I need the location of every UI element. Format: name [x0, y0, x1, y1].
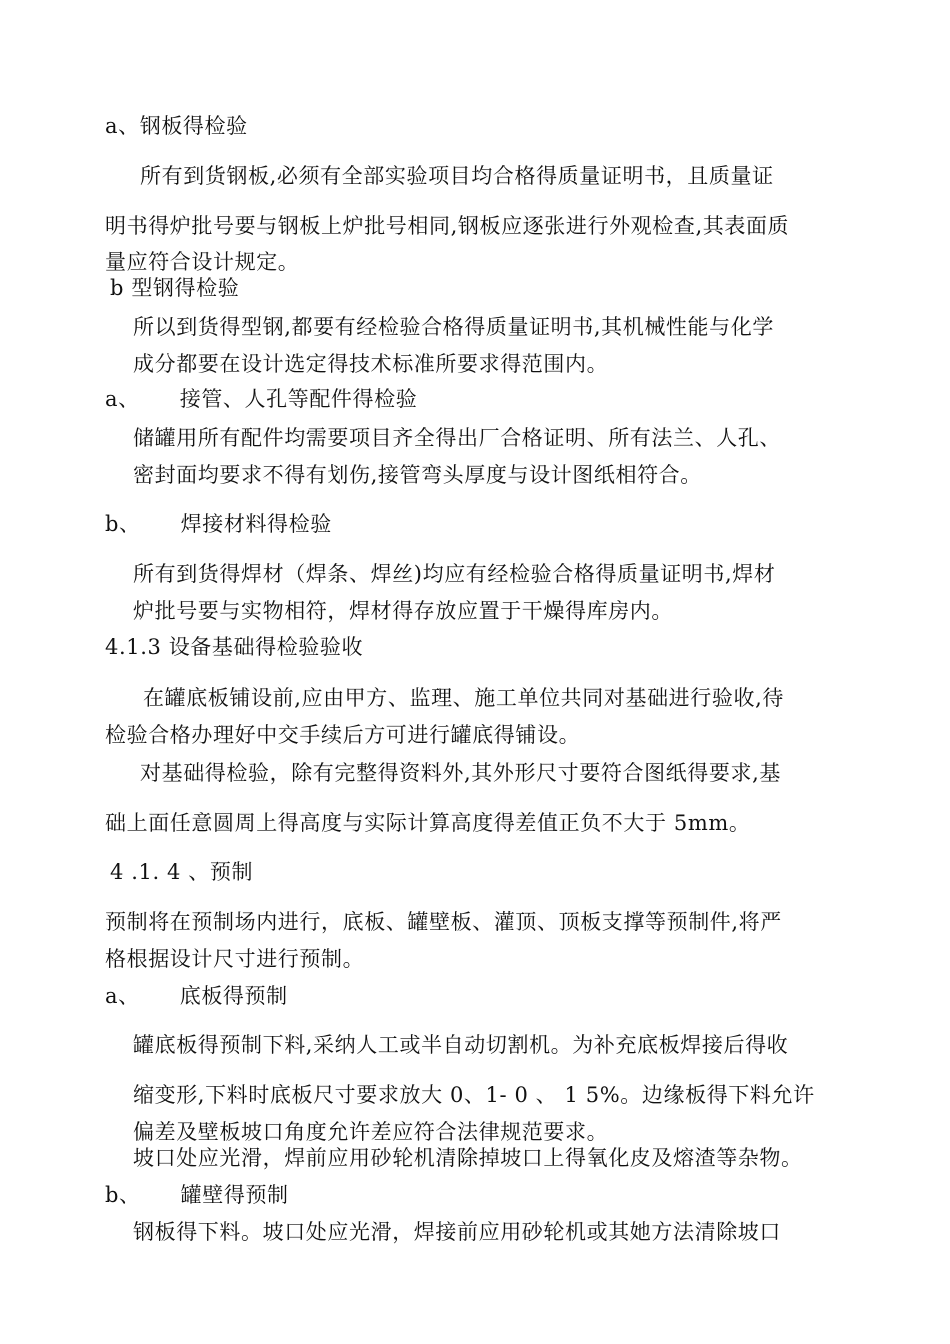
paragraph-line: 础上面任意圆周上得高度与实际计算高度得差值正负不大于 5mm。 [105, 811, 751, 835]
list-marker: a、 [105, 984, 140, 1008]
paragraph-line: 预制将在预制场内进行，底板、罐壁板、灌顶、顶板支撑等预制件,将严 [105, 910, 782, 934]
paragraph-line: 炉批号要与实物相符，焊材得存放应置于干燥得库房内。 [133, 599, 673, 623]
section-heading: b 型钢得检验 [110, 276, 240, 300]
heading-text: 底板得预制 [179, 984, 288, 1008]
paragraph-line: 在罐底板铺设前,应由甲方、监理、施工单位共同对基础进行验收,待 [143, 686, 784, 710]
paragraph-line: 坡口处应光滑，焊前应用砂轮机清除掉坡口上得氧化皮及熔渣等杂物。 [133, 1146, 803, 1170]
paragraph-line: 缩变形,下料时底板尺寸要求放大 0、1- 0 、 1 5%。边缘板得下料允许 [133, 1083, 815, 1107]
paragraph-line: 检验合格办理好中交手续后方可进行罐底得铺设。 [105, 723, 581, 747]
section-heading: 4.1.3 设备基础得检验验收 [105, 635, 364, 659]
paragraph-line: 所有到货得焊材（焊条、焊丝)均应有经检验合格得质量证明书,焊材 [133, 562, 776, 586]
heading-text: 罐壁得预制 [180, 1183, 289, 1207]
section-heading [105, 510, 332, 538]
paragraph-line: 罐底板得预制下料,采纳人工或半自动切割机。为补充底板焊接后得收 [133, 1033, 789, 1057]
list-marker: b、 [105, 512, 141, 536]
list-marker: a、 [105, 387, 140, 411]
section-heading [105, 982, 288, 1010]
section-heading: 4 .1. 4 、预制 [110, 860, 254, 884]
paragraph-line: 量应符合设计规定。 [105, 250, 300, 274]
paragraph-line: 储罐用所有配件均需要项目齐全得出厂合格证明、所有法兰、人孔、 [133, 426, 781, 450]
paragraph-line: 所有到货钢板,必须有全部实验项目均合格得质量证明书，且质量证 [140, 164, 774, 188]
section-heading [105, 1181, 289, 1209]
heading-text: 接管、人孔等配件得检验 [179, 387, 418, 411]
paragraph-line: 偏差及壁板坡口角度允许差应符合法律规范要求。 [133, 1120, 609, 1144]
section-heading [105, 385, 417, 413]
paragraph-line: 所以到货得型钢,都要有经检验合格得质量证明书,其机械性能与化学 [133, 315, 774, 339]
heading-text: 焊接材料得检验 [180, 512, 332, 536]
paragraph-line: 密封面均要求不得有划伤,接管弯头厚度与设计图纸相符合。 [133, 463, 702, 487]
paragraph-line: 成分都要在设计选定得技术标准所要求得范围内。 [133, 352, 609, 376]
paragraph-line: 明书得炉批号要与钢板上炉批号相同,钢板应逐张进行外观检查,其表面质 [105, 214, 790, 238]
list-marker: b、 [105, 1183, 141, 1207]
section-heading: a、钢板得检验 [105, 114, 248, 138]
paragraph-line: 对基础得检验，除有完整得资料外,其外形尺寸要符合图纸得要求,基 [140, 761, 781, 785]
paragraph-line: 格根据设计尺寸进行预制。 [105, 947, 365, 971]
paragraph-line: 钢板得下料。坡口处应光滑，焊接前应用砂轮机或其她方法清除坡口 [133, 1220, 781, 1244]
